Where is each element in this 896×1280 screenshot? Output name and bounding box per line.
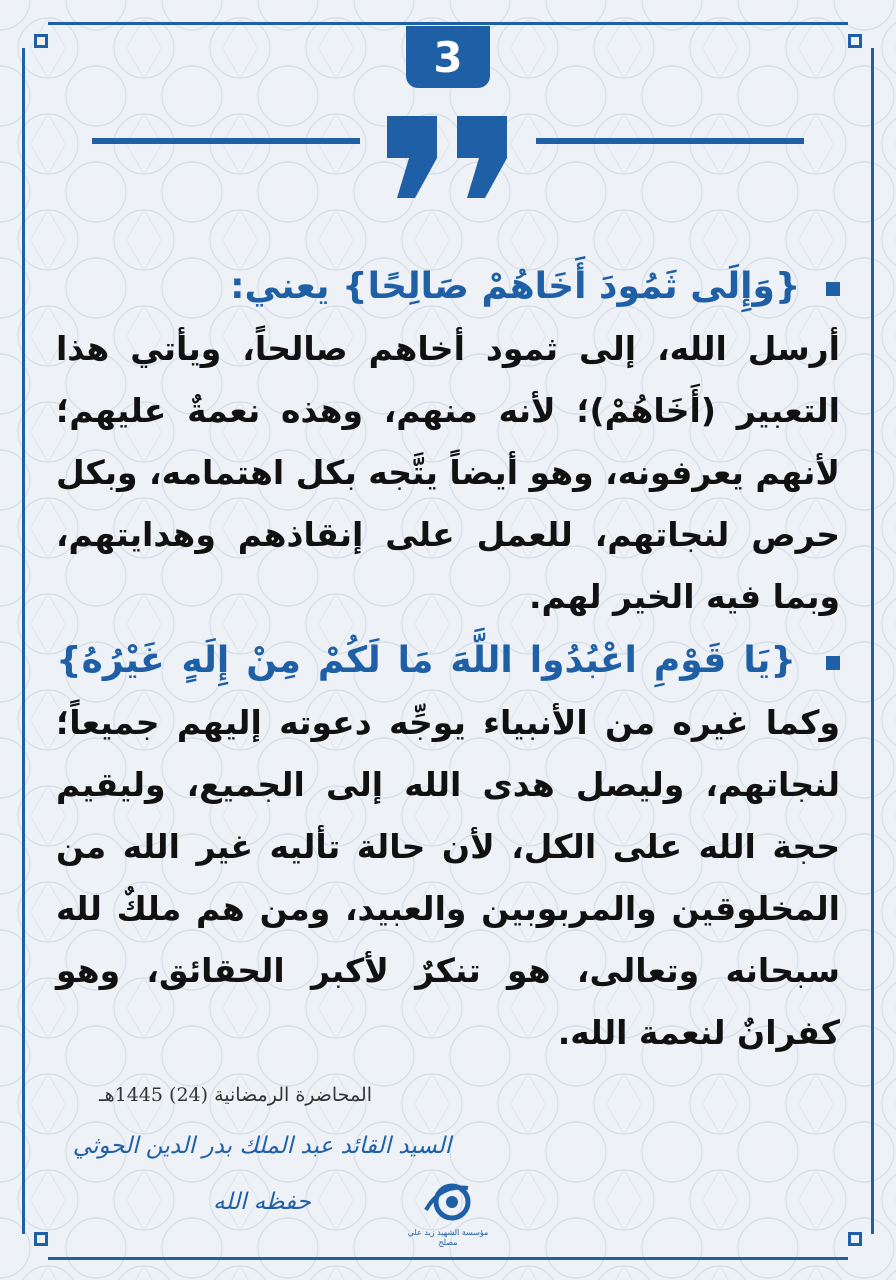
author-signature: السيد القائد عبد الملك بدر الدين الحوثي حفظه الله <box>72 1133 452 1215</box>
section-1 <box>56 256 840 628</box>
divider-line-right <box>536 138 804 144</box>
logo-emblem-icon <box>422 1180 474 1224</box>
paragraph-1: أرسل الله، إلى ثمود أخاهم صالحاً، ويأتي هذا التعبير (أَخَاهُمْ)؛ لأنه منهم، وهذه نعمةٌ عليهم؛ لأنهم يعرفونه، وهو أيضاً يتَّجه بكل اهتمامه، وبكل حرص لنجاتهم، للعمل على إنقاذهم وهدايتهم، وبما فيه الخير لهم. <box>56 329 840 616</box>
logo-caption: مؤسسة الشهيد زيد علي مصلح <box>407 1228 489 1247</box>
section-2 <box>56 630 840 1064</box>
divider-line-left <box>92 138 360 144</box>
verse-1: {وَإِلَى ثَمُودَ أَخَاهُمْ صَالِحًا} يعني: <box>230 266 801 307</box>
lecture-reference: المحاضرة الرمضانية (24) 1445هـ <box>99 1084 372 1106</box>
quote-mark-icon <box>385 108 511 204</box>
page-number-badge: 3 <box>406 26 490 88</box>
bullet-square-icon <box>826 656 840 670</box>
paragraph-2: وكما غيره من الأنبياء يوجِّه دعوته إليهم جميعاً؛ لنجاتهم، وليصل هدى الله إلى الجميع، وليقيم حجة الله على الكل، لأن حالة تأليه غير الله من المخلوقين والمربوبين والعبيد، ومن هم ملكٌ لله سبحانه وتعالى، هو تنكرٌ لأكبر الحقائق، وهو كفرانٌ لنعمة الله. <box>56 703 840 1052</box>
bullet-square-icon <box>826 282 840 296</box>
verse-2: {يَا قَوْمِ اعْبُدُوا اللَّهَ مَا لَكُمْ مِنْ إِلَهٍ غَيْرُهُ} <box>56 640 797 681</box>
foundation-logo <box>398 1180 498 1248</box>
